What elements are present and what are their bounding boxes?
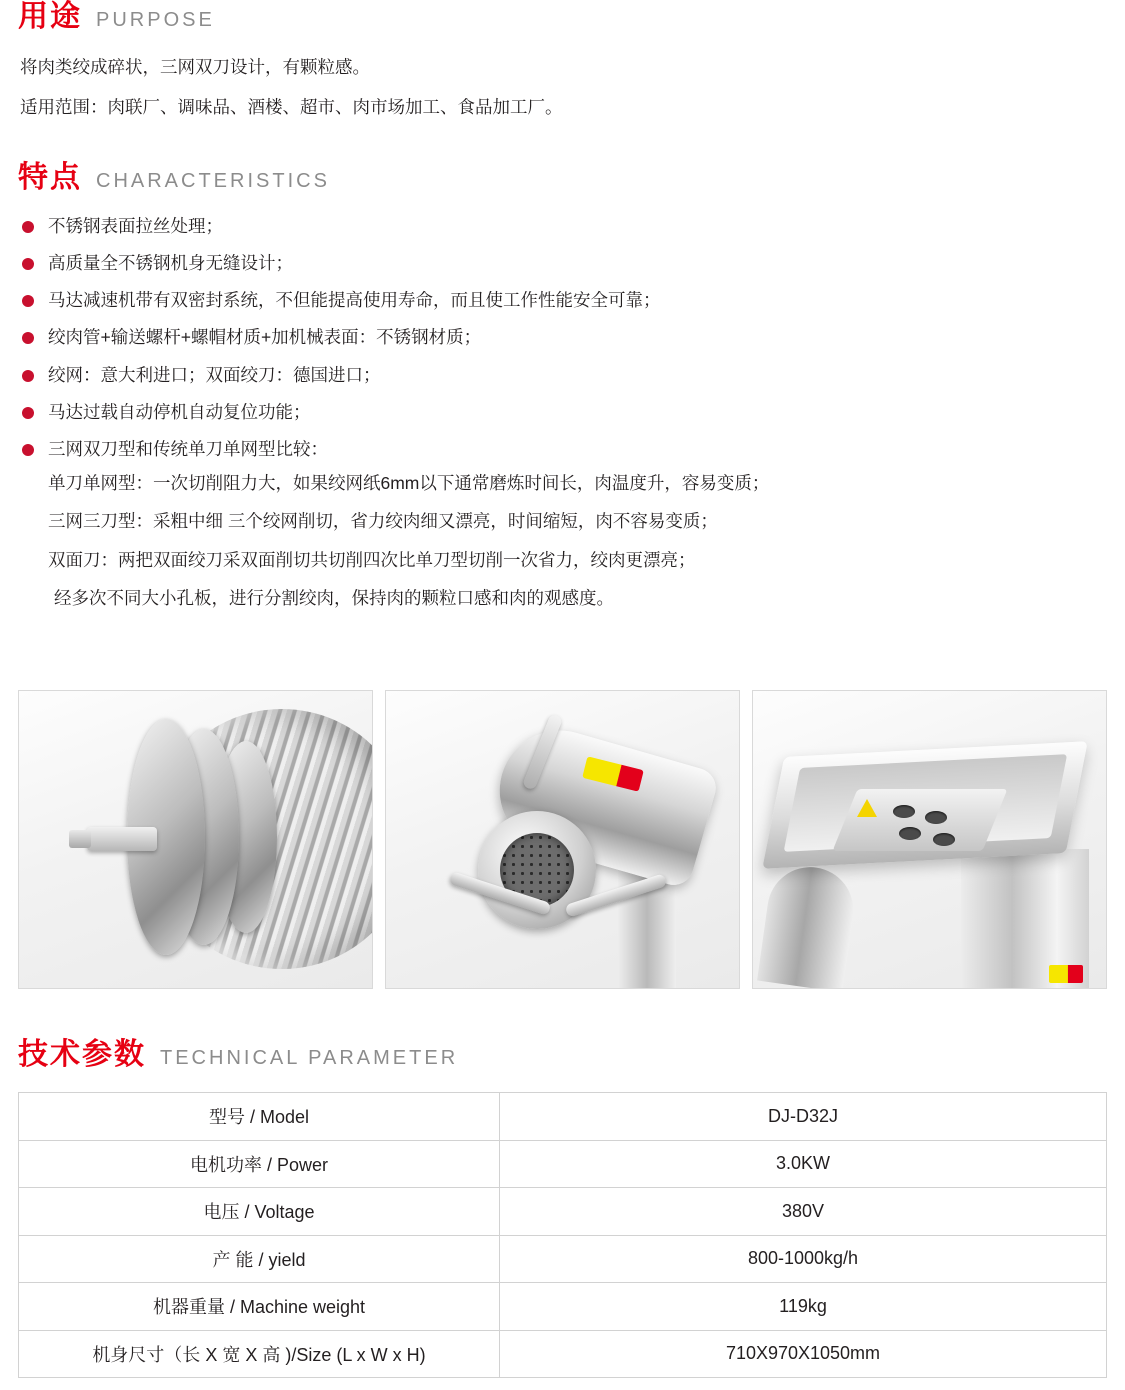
comparison-line: 经多次不同大小孔板，进行分割绞肉，保持肉的颗粒口感和肉的观感度。 xyxy=(54,588,614,609)
table-cell-label: 产 能 / yield xyxy=(19,1235,500,1283)
technical-heading xyxy=(0,1040,1125,1070)
table-cell-value: 800-1000kg/h xyxy=(500,1235,1107,1283)
purpose-line: 将肉类绞成碎状，三网双刀设计，有颗粒感。 xyxy=(20,57,370,77)
purpose-heading xyxy=(0,2,1125,32)
table-cell-value: 119kg xyxy=(500,1283,1107,1331)
technical-title-en: TECHNICAL PARAMETER xyxy=(160,1047,459,1069)
product-photo-head xyxy=(385,690,740,989)
purpose-title-cn: 用途 xyxy=(18,0,82,33)
table-cell-value: DJ-D32J xyxy=(500,1093,1107,1141)
table-cell-value: 3.0KW xyxy=(500,1140,1107,1188)
machine-body-shape xyxy=(961,849,1089,989)
shaft-shape xyxy=(87,827,157,851)
table-row xyxy=(19,1188,1107,1236)
characteristics-title-cn: 特点 xyxy=(18,161,82,194)
characteristics-heading xyxy=(0,163,1125,193)
list-item xyxy=(20,289,1125,313)
bullet-icon xyxy=(22,258,34,270)
table-cell-label: 机身尺寸（长 X 宽 X 高 )/Size (L x W x H) xyxy=(19,1330,500,1378)
list-item-label: 绞肉管+输送螺杆+螺帽材质+加机械表面：不锈钢材质； xyxy=(48,327,482,348)
table-cell-label: 机器重量 / Machine weight xyxy=(19,1283,500,1331)
list-item-label: 高质量全不锈钢机身无缝设计； xyxy=(48,253,293,274)
product-photo-row xyxy=(18,690,1107,987)
table-cell-label: 型号 / Model xyxy=(19,1093,500,1141)
warning-sticker-shape xyxy=(1049,965,1083,983)
product-photo-tray xyxy=(752,690,1107,989)
list-item xyxy=(20,252,1125,276)
table-cell-value: 710X970X1050mm xyxy=(500,1330,1107,1378)
list-item xyxy=(20,364,1125,388)
list-item xyxy=(20,326,1125,350)
purpose-line: 适用范围：肉联厂、调味品、酒楼、超市、肉市场加工、食品加工厂。 xyxy=(20,97,563,118)
list-item-label: 马达减速机带有双密封系统，不但能提高使用寿命，而且使工作性能安全可靠； xyxy=(48,290,661,311)
product-photo-blades xyxy=(18,690,373,989)
characteristics-title-en: CHARACTERISTICS xyxy=(96,170,330,192)
bullet-icon xyxy=(22,444,34,456)
technical-parameter-section xyxy=(0,1040,1125,1378)
comparison-line: 三网三刀型：采粗中细 三个绞网削切，省力绞肉细又漂亮，时间缩短，肉不容易变质； xyxy=(48,511,718,532)
table-row xyxy=(19,1140,1107,1188)
bullet-icon xyxy=(22,407,34,419)
bullet-icon xyxy=(22,370,34,382)
table-cell-label: 电压 / Voltage xyxy=(19,1188,500,1236)
technical-title-cn: 技术参数 xyxy=(18,1038,146,1071)
list-item xyxy=(20,401,1125,425)
list-item xyxy=(20,438,1125,462)
characteristics-list xyxy=(0,215,1125,461)
purpose-section xyxy=(0,2,1125,135)
table-row xyxy=(19,1330,1107,1378)
feed-hole-shape xyxy=(925,811,947,824)
table-cell-label: 电机功率 / Power xyxy=(19,1140,500,1188)
bullet-icon xyxy=(22,332,34,344)
purpose-body xyxy=(0,54,1125,121)
grinder-tube-shape xyxy=(757,862,859,989)
comparison-line: 单刀单网型：一次切削阻力大，如果绞网纸6mm以下通常磨炼时间长，肉温度升，容易变质； xyxy=(48,472,770,493)
technical-parameter-table xyxy=(18,1092,1107,1378)
feed-hole-shape xyxy=(893,805,915,818)
bullet-icon xyxy=(22,295,34,307)
table-row xyxy=(19,1093,1107,1141)
tray-feed-plate-shape xyxy=(832,789,1007,851)
list-item-label: 马达过载自动停机自动复位功能； xyxy=(48,401,311,422)
characteristics-section xyxy=(0,163,1125,625)
table-row xyxy=(19,1235,1107,1283)
characteristics-comparison xyxy=(0,471,1125,611)
table-cell-value: 380V xyxy=(500,1188,1107,1236)
list-item-label: 绞网：意大利进口；双面绞刀：德国进口； xyxy=(48,364,381,385)
comparison-line: 双面刀：两把双面绞刀采双面削切共切削四次比单刀型切削一次省力，绞肉更漂亮； xyxy=(48,549,696,570)
list-item xyxy=(20,215,1125,239)
feed-hole-shape xyxy=(899,827,921,840)
list-item-label: 三网双刀型和传统单刀单网型比较： xyxy=(48,438,328,459)
list-item-label: 不锈钢表面拉丝处理； xyxy=(48,216,223,236)
bullet-icon xyxy=(22,221,34,233)
feed-hole-shape xyxy=(933,833,955,846)
table-row xyxy=(19,1283,1107,1331)
purpose-title-en: PURPOSE xyxy=(96,9,215,31)
